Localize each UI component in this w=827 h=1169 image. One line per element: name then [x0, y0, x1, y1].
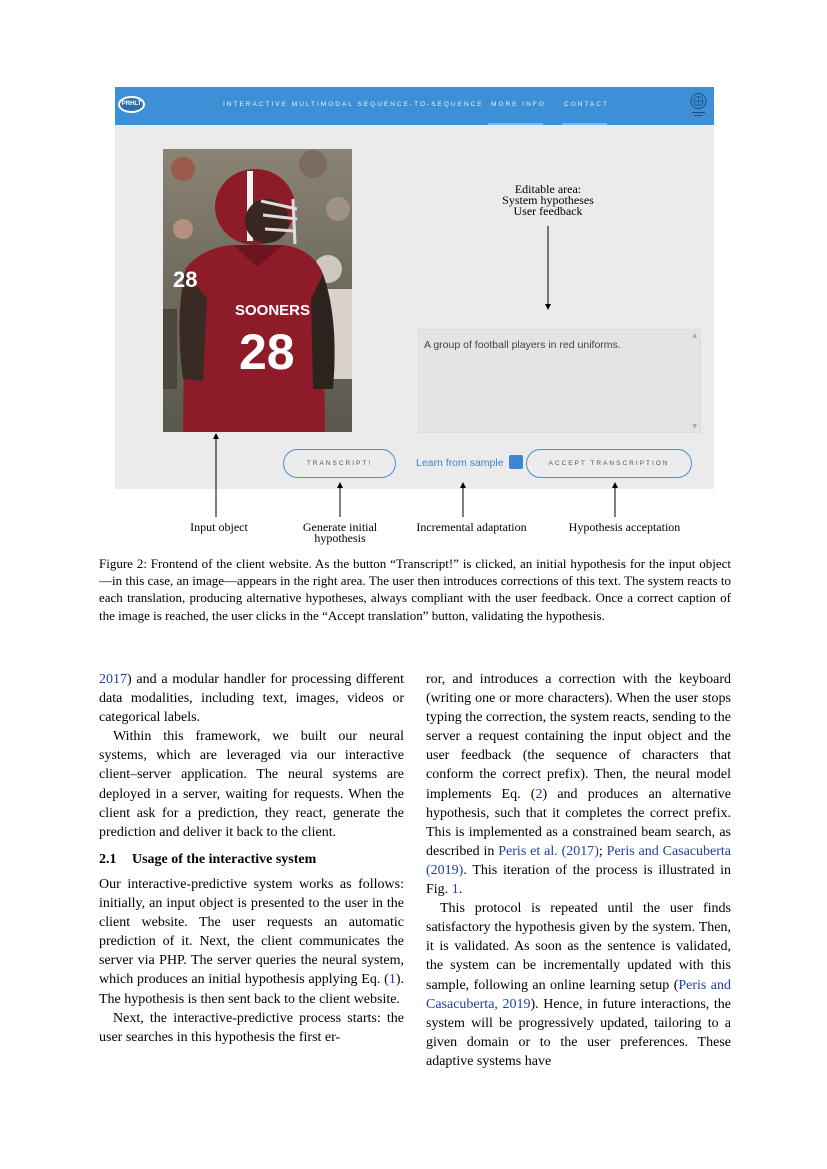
learn-from-sample-label: Learn from sample: [416, 457, 504, 469]
editable-area-annotation: [478, 184, 618, 217]
scroll-up-icon[interactable]: ▲: [692, 332, 697, 339]
paragraph: Within this framework, we built our neural systems, which are leveraged via our interactive client–server application. The neural systems are deployed in a server, waiting for requests. When the client ask for a prediction, they react, generate the prediction and deliver it back to the client.: [99, 729, 404, 840]
figure-caption: Figure 2: Frontend of the client website. As the button “Transcript!” is clicked, an initial hypothesis for the input object—in this case, an image—appears in the right area. The user then introduces corrections of this text. The system reacts to each translation, producing alternative hypotheses, always compliant with the user feedback. Once a correct caption of the image is reached, the user clicks in the “Accept translation” button, validating the hypothesis.: [99, 556, 731, 623]
text-run: ror, and introduces a correction with the keyboard (writing one or more characters). When the user stops typing the correction, the system reacts, sending to the server a request containing the input object and the user feedback (the sequence of characters that conform the correct prefix). Then, the neural model implements Eq. (: [426, 672, 731, 802]
generate-line1: Generate initial: [302, 520, 378, 534]
left-column: [99, 670, 404, 1047]
sleeve-number-text: 28: [173, 267, 198, 292]
scroll-down-icon[interactable]: ▼: [692, 423, 697, 430]
text-run: .: [458, 882, 463, 898]
incremental-annotation: Incremental adaptation: [416, 520, 527, 534]
editable-area-title: Editable area:: [514, 182, 582, 196]
nav-link-interactive[interactable]: INTERACTIVE MULTIMODAL SEQUENCE-TO-SEQUENCE: [223, 101, 484, 108]
citation-link[interactable]: Peris and Casacuberta (2019): [426, 843, 732, 878]
paragraph: [99, 670, 404, 727]
section-title: Usage of the interactive system: [132, 851, 317, 867]
text-run: Our interactive-predictive system works as follows: initially, an input object is presented to the user in the client website. The user requests an automatic prediction of it. Next, the client communicates the server via PHP. The server queries the neural system, which produces an initial hypothesis applying Eq. (: [99, 876, 404, 988]
figure-arrows: [0, 0, 827, 560]
paragraph: [99, 875, 404, 1009]
text-run: ). The hypothesis is then sent back to the client website.: [99, 972, 404, 1007]
section-number: 2.1: [99, 851, 117, 867]
right-column: [426, 670, 731, 1071]
text-run: ) and produces an alternative hypothesis, such that it completes the correct prefix. This is implemented as a constrained beam search, as described in: [426, 786, 731, 859]
jersey-number-text: 28: [239, 324, 295, 380]
text-run: ;: [598, 843, 607, 859]
generate-line2: hypothesis: [314, 531, 366, 545]
editable-area-line3: User feedback: [513, 204, 583, 218]
text-run: ). Hence, in future interactions, the system will be progressively updated, tailoring to a given domain or to the user preferences. These adaptive systems have: [426, 996, 731, 1069]
acceptance-annotation: Hypothesis acceptation: [568, 520, 681, 534]
nav-link-contact[interactable]: CONTACT: [564, 101, 609, 108]
paragraph: Next, the interactive-predictive process starts: the user searches in this hypothesis the first er-: [99, 1010, 404, 1045]
nav-link-more-info[interactable]: MORE INFO: [491, 101, 546, 108]
text-run: This protocol is repeated until the user finds satisfactory the hypothesis given by the system. Then, it is validated. As soon as the sentence is validated, the system can be incrementally updated with this sample, following an online learning setup (: [426, 901, 731, 993]
generate-annotation: [281, 522, 399, 544]
input-object-annotation: Input object: [190, 520, 248, 534]
citation-link[interactable]: Peris and Casacuberta, 2019: [426, 977, 732, 1012]
jersey-name-text: SOONERS: [235, 302, 311, 319]
equation-ref-link[interactable]: 1: [388, 972, 396, 988]
figure-ref-link[interactable]: 1: [451, 882, 459, 898]
citation-link[interactable]: Peris et al. (2017): [498, 843, 599, 859]
citation-link[interactable]: 2017: [99, 672, 127, 687]
paragraph: [426, 670, 731, 899]
text-run: . This iteration of the process is illustrated in Fig.: [426, 862, 731, 898]
section-heading: [99, 850, 404, 869]
transcript-button[interactable]: TRANSCRIPT!: [283, 449, 396, 478]
paragraph: [426, 899, 731, 1071]
prhlt-logo[interactable]: PRHLT: [118, 96, 145, 113]
hypothesis-text: A group of football players in red uniforms.: [424, 339, 621, 351]
equation-ref-link[interactable]: 2: [535, 786, 543, 802]
text-run: ) and a modular handler for processing different data modalities, including text, images, videos or categorical labels.: [99, 672, 404, 726]
accept-transcription-button[interactable]: ACCEPT TRANSCRIPTION: [526, 449, 692, 478]
editable-area-line2: System hypotheses: [502, 193, 594, 207]
